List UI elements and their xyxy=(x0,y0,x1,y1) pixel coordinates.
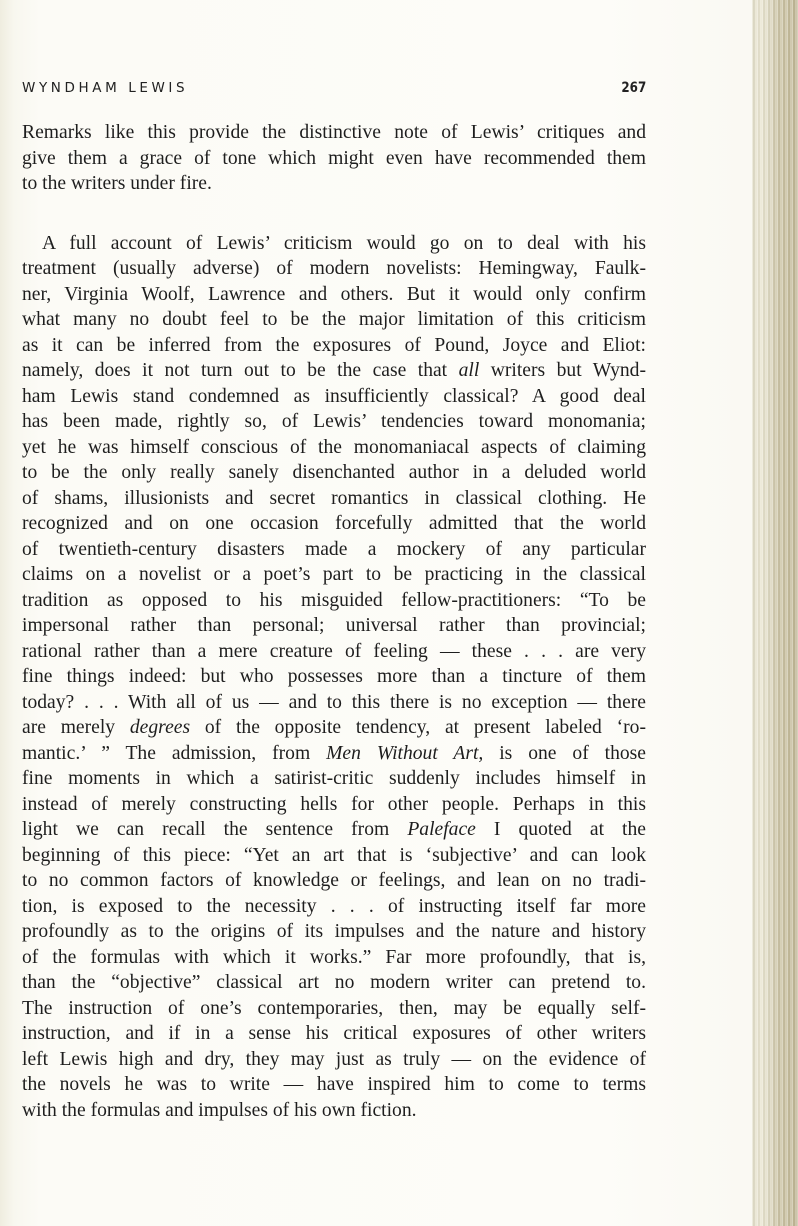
text-line xyxy=(22,511,646,537)
text-segment: fine moments in which a satirist-critic suddenly includes himself in xyxy=(22,768,646,789)
text-segment: claims on a novelist or a poet’s part to be practicing in the classical xyxy=(22,564,646,585)
text-segment: tradition as opposed to his misguided fellow-practitioners: “To be xyxy=(22,589,646,611)
text-line xyxy=(22,945,646,971)
text-segment: left Lewis high and dry, they may just as truly — on the evidence of xyxy=(22,1048,646,1070)
text-line xyxy=(22,690,646,716)
text-line xyxy=(22,817,646,843)
text-segment: rational rather than a mere creature of feeling — these . . . are very xyxy=(22,640,646,662)
text-segment: to no common factors of knowledge or feelings, and lean on no tradi- xyxy=(22,870,646,891)
text-segment: The instruction of one’s contemporaries, then, may be equally self- xyxy=(22,997,646,1019)
text-segment: with the formulas and impulses of his own fiction. xyxy=(22,1099,417,1121)
text-line xyxy=(22,307,646,333)
text-line xyxy=(22,146,646,172)
text-line xyxy=(22,766,646,792)
text-line xyxy=(22,120,646,146)
text-segment: tion, is exposed to the necessity . . . of instructing itself far more xyxy=(22,895,646,917)
text-line xyxy=(22,715,646,741)
text-line xyxy=(22,1021,646,1047)
text-line xyxy=(22,664,646,690)
text-line xyxy=(22,1047,646,1073)
text-segment: of twentieth-century disasters made a mockery of any particular xyxy=(22,538,646,560)
text-segment: treatment (usually adverse) of modern novelists: Hemingway, Faulk- xyxy=(22,258,646,279)
text-line xyxy=(22,384,646,410)
text-segment: ner, Virginia Woolf, Lawrence and others. But it would only confirm xyxy=(22,283,646,305)
text-line xyxy=(22,562,646,588)
text-segment: profoundly as to the origins of its impulses and the nature and history xyxy=(22,921,646,942)
text-line xyxy=(22,843,646,869)
text-segment: as it can be inferred from the exposures of Pound, Joyce and Eliot: xyxy=(22,334,646,356)
paragraph xyxy=(22,231,646,1124)
text-segment: are merely xyxy=(22,717,130,738)
text-segment: writers but Wynd- xyxy=(479,360,646,381)
text-line xyxy=(22,171,646,197)
text-line xyxy=(22,1072,646,1098)
text-line xyxy=(22,919,646,945)
text-segment: yet he was himself conscious of the monomaniacal aspects of claiming xyxy=(22,436,646,458)
text-segment: is one of those xyxy=(483,742,646,764)
text-segment: Remarks like this provide the distinctive note of Lewis’ critiques and xyxy=(22,122,646,143)
text-segment: beginning of this piece: “Yet an art that is ‘subjective’ and can look xyxy=(22,844,646,866)
text-segment: impersonal rather than personal; universal rather than provincial; xyxy=(22,615,646,636)
text-segment: instead of merely constructing hells for other people. Perhaps in this xyxy=(22,793,646,815)
text-segment: than the “objective” classical art no modern writer can pretend to. xyxy=(22,972,646,993)
text-segment: has been made, rightly so, of Lewis’ tendencies toward monomania; xyxy=(22,411,646,432)
body-text xyxy=(22,120,646,1123)
text-line xyxy=(22,868,646,894)
text-segment: A full account of Lewis’ criticism would go on to deal with his xyxy=(42,232,646,254)
italic-text: all xyxy=(458,360,480,381)
text-line xyxy=(22,460,646,486)
text-line xyxy=(22,537,646,563)
text-line xyxy=(22,613,646,639)
text-segment: I quoted at the xyxy=(475,819,646,840)
text-segment: light we can recall the sentence from xyxy=(22,819,408,840)
text-line xyxy=(22,792,646,818)
text-line xyxy=(22,741,646,767)
text-segment: to be the only really sanely disenchanted author in a deluded world xyxy=(22,462,646,483)
text-line xyxy=(22,435,646,461)
text-segment: mantic.’ ” The admission, from xyxy=(22,742,327,764)
text-segment: of the formulas with which it works.” Far more profoundly, that is, xyxy=(22,946,646,968)
text-line xyxy=(22,282,646,308)
text-segment: ham Lewis stand condemned as insufficiently classical? A good deal xyxy=(22,385,646,407)
text-line xyxy=(22,256,646,282)
text-line xyxy=(22,894,646,920)
text-segment: give them a grace of tone which might even have recommended them xyxy=(22,147,646,169)
text-segment: the novels he was to write — have inspired him to come to terms xyxy=(22,1074,646,1095)
page-number: 267 xyxy=(621,80,646,96)
text-segment: today? . . . With all of us — and to this there is no exception — there xyxy=(22,691,646,713)
text-line xyxy=(22,639,646,665)
text-line xyxy=(22,970,646,996)
text-segment: fine things indeed: but who possesses more than a tincture of them xyxy=(22,666,646,687)
book-page-edges xyxy=(752,0,798,1226)
italic-text: Men Without Art, xyxy=(326,742,484,764)
running-head xyxy=(22,80,646,102)
text-line xyxy=(22,358,646,384)
text-segment: namely, does it not turn out to be the case that xyxy=(22,360,459,381)
text-segment: to the writers under fire. xyxy=(22,173,212,194)
italic-text: degrees xyxy=(129,717,191,738)
text-segment: of shams, illusionists and secret romantics in classical clothing. He xyxy=(22,487,646,509)
text-segment: instruction, and if in a sense his critical exposures of other writers xyxy=(22,1023,646,1044)
text-segment: recognized and on one occasion forcefully admitted that the world xyxy=(22,513,646,534)
text-segment: of the opposite tendency, at present labeled ‘ro- xyxy=(190,717,646,738)
text-line xyxy=(22,588,646,614)
text-line xyxy=(22,409,646,435)
text-line xyxy=(22,1098,646,1124)
text-segment: what many no doubt feel to be the major limitation of this criticism xyxy=(22,309,646,330)
text-line xyxy=(22,486,646,512)
italic-text: Paleface xyxy=(407,819,476,840)
chapter-title: WYNDHAM LEWIS xyxy=(22,80,189,96)
text-line xyxy=(22,333,646,359)
text-line xyxy=(22,996,646,1022)
text-line xyxy=(22,231,646,257)
paragraph xyxy=(22,120,646,197)
